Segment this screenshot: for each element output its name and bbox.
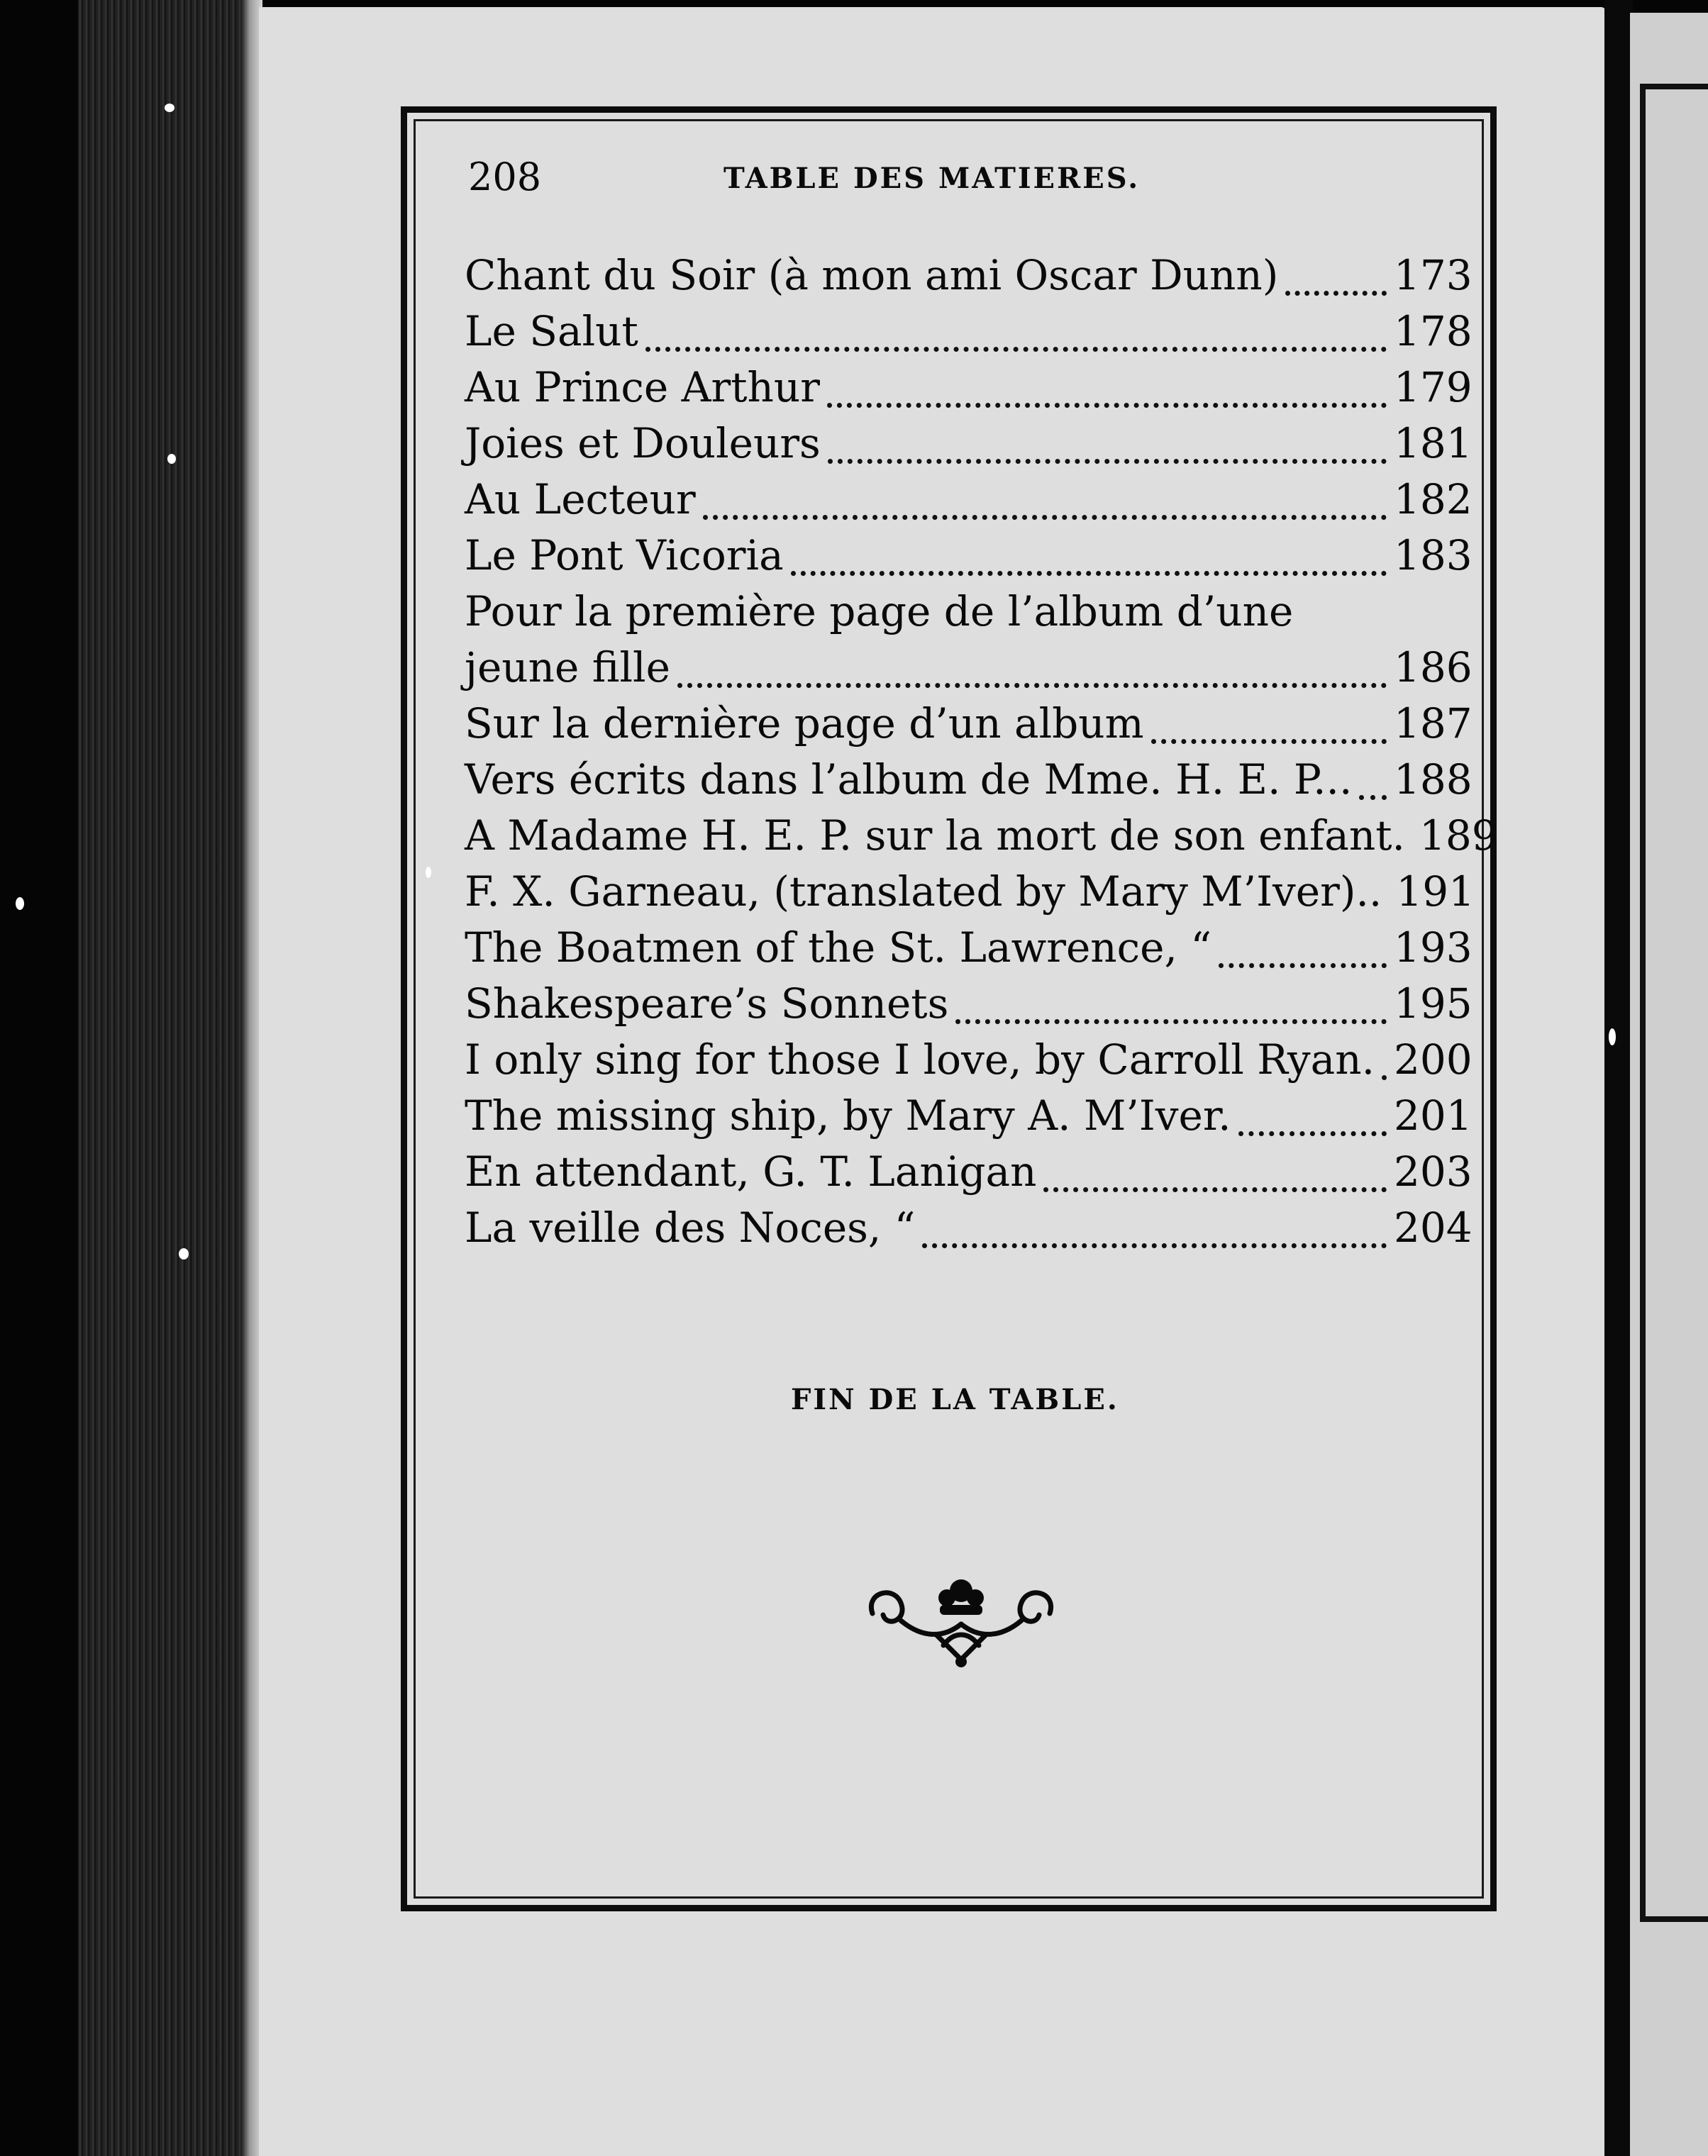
toc-entry-page: 179 xyxy=(1394,363,1473,411)
toc-entry xyxy=(465,699,1473,755)
toc-entry-title: En attendant, G. T. Lanigan xyxy=(465,1148,1037,1196)
dot-leader xyxy=(828,459,1387,464)
toc-entry-page: 173 xyxy=(1394,251,1473,299)
toc-entry-title: The missing ship, by Mary A. M’Iver. xyxy=(465,1091,1231,1140)
toc-entry xyxy=(465,531,1473,587)
toc-entry-title: jeune fille xyxy=(465,643,670,691)
toc-entry xyxy=(465,755,1473,811)
toc-entry-title: The Boatmen of the St. Lawrence, “ xyxy=(465,923,1211,972)
adjacent-page-frame xyxy=(1640,84,1708,1922)
toc-entry-page: 182 xyxy=(1394,475,1473,523)
toc-entry xyxy=(465,363,1473,419)
toc-entry xyxy=(465,1035,1473,1091)
toc-entry xyxy=(465,643,1473,699)
toc-entry xyxy=(465,1148,1473,1204)
toc-entry-page: 200 xyxy=(1394,1035,1473,1084)
dot-leader xyxy=(1285,291,1387,296)
toc-entry-title: Le Salut xyxy=(465,307,638,355)
toc-entry-page: 204 xyxy=(1394,1204,1473,1252)
toc-entry xyxy=(465,1091,1473,1148)
dot-leader xyxy=(703,515,1387,520)
toc-entry xyxy=(465,251,1473,307)
toc-entry-page: 201 xyxy=(1394,1091,1473,1140)
dot-leader xyxy=(791,571,1387,576)
toc-entry-title: Pour la première page de l’album d’une xyxy=(465,587,1294,635)
page-header xyxy=(468,155,1241,204)
toc-entry-title: Le Pont Vicoria xyxy=(465,531,784,579)
fleuron-ornament-icon xyxy=(858,1571,1064,1670)
toc-entry-title: Chant du Soir (à mon ami Oscar Dunn) xyxy=(465,251,1279,299)
toc-entry xyxy=(465,867,1475,923)
dot-leader xyxy=(1238,1131,1387,1136)
toc-entry-title: La veille des Noces, “ xyxy=(465,1204,916,1252)
dot-leader xyxy=(955,1019,1387,1024)
toc-entry-title: Au Lecteur xyxy=(465,475,696,523)
table-of-contents xyxy=(465,251,1498,1260)
book-spine xyxy=(78,0,255,2156)
toc-entry-title: Sur la dernière page d’un album xyxy=(465,699,1144,748)
toc-entry-page: 191 xyxy=(1396,867,1475,916)
end-of-table-text: FIN DE LA TABLE. xyxy=(791,1383,1119,1416)
toc-entry xyxy=(465,475,1473,531)
toc-entry-page: 186 xyxy=(1394,643,1473,691)
toc-entry-title: Shakespeare’s Sonnets xyxy=(465,979,949,1028)
toc-entry-page: 187 xyxy=(1394,699,1473,748)
toc-entry xyxy=(465,923,1473,979)
toc-entry-page: 189 xyxy=(1419,811,1498,860)
toc-entry xyxy=(465,811,1498,867)
toc-entry-page: 193 xyxy=(1394,923,1473,972)
dot-leader xyxy=(677,683,1387,688)
page-number: 208 xyxy=(468,155,542,199)
toc-entry-page: 188 xyxy=(1394,755,1473,804)
toc-entry xyxy=(465,587,1465,643)
toc-entry xyxy=(465,419,1473,475)
toc-entry-page: 195 xyxy=(1394,979,1473,1028)
toc-entry-title: Au Prince Arthur xyxy=(465,363,820,411)
toc-entry xyxy=(465,307,1473,363)
toc-entry-title: Joies et Douleurs xyxy=(465,419,821,467)
dot-leader xyxy=(827,403,1387,408)
toc-entry-title: Vers écrits dans l’album de Mme. H. E. P... xyxy=(465,755,1353,804)
toc-entry xyxy=(465,1204,1473,1260)
toc-entry-page: 178 xyxy=(1394,307,1473,355)
toc-entry xyxy=(465,979,1473,1035)
dot-leader xyxy=(1043,1187,1387,1192)
toc-entry-page: 203 xyxy=(1394,1148,1473,1196)
dot-leader xyxy=(1151,739,1387,744)
dot-leader xyxy=(1359,795,1387,800)
toc-entry-title: F. X. Garneau, (translated by Mary M’Iver).. xyxy=(465,867,1382,916)
gutter xyxy=(1604,0,1633,2156)
dot-leader xyxy=(645,347,1387,352)
dot-leader xyxy=(922,1243,1387,1248)
toc-entry-page: 183 xyxy=(1394,531,1473,579)
dot-leader xyxy=(1219,963,1387,968)
running-title: TABLE DES MATIERES. xyxy=(723,162,1141,195)
dot-leader xyxy=(1382,1075,1387,1080)
toc-entry-title: A Madame H. E. P. sur la mort de son enfant. xyxy=(465,811,1405,860)
toc-entry-page: 181 xyxy=(1394,419,1473,467)
toc-entry-title: I only sing for those I love, by Carroll Ryan. xyxy=(465,1035,1375,1084)
